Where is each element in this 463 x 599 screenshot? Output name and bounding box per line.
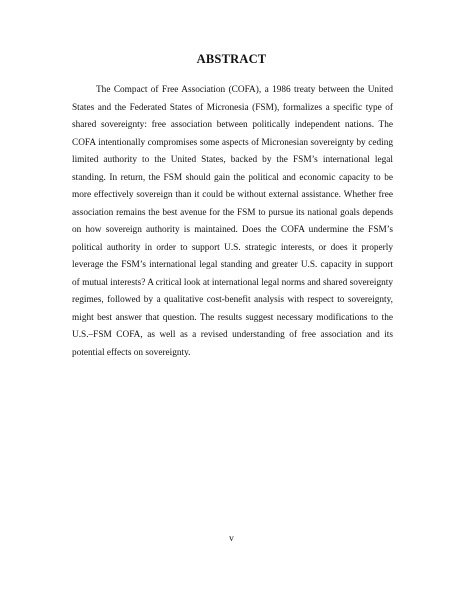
abstract-heading: ABSTRACT xyxy=(196,52,267,66)
abstract-paragraph: The Compact of Free Association (COFA), a 1986 treaty between the United States and the Federated States of Micronesia (FSM), formalizes a specific type of shared sovereignty: free association between politically independent nations. The COFA intentionally compromises some aspects of Micronesian sovereignty by ceding limited authority to the United States, backed by the FSM’s international legal standing. In return, the FSM should gain the political and economic capacity to be more effectively sovereign than it could be without external assistance. Whether free association remains the best avenue for the FSM to pursue its national goals depends on how sovereign authority is maintained. Does the COFA undermine the FSM’s political authority in order to support U.S. strategic interests, or does it properly leverage the FSM’s international legal standing and greater U.S. capacity in support of mutual interests? A critical look at international legal norms and shared sovereignty regimes, followed by a qualitative cost-benefit analysis with respect to sovereignty, might best answer that question. The results suggest necessary modifications to the U.S.–FSM COFA, as well as a revised understanding of free association and its potential effects on sovereignty. xyxy=(72,85,393,358)
page-number: v xyxy=(229,534,234,544)
